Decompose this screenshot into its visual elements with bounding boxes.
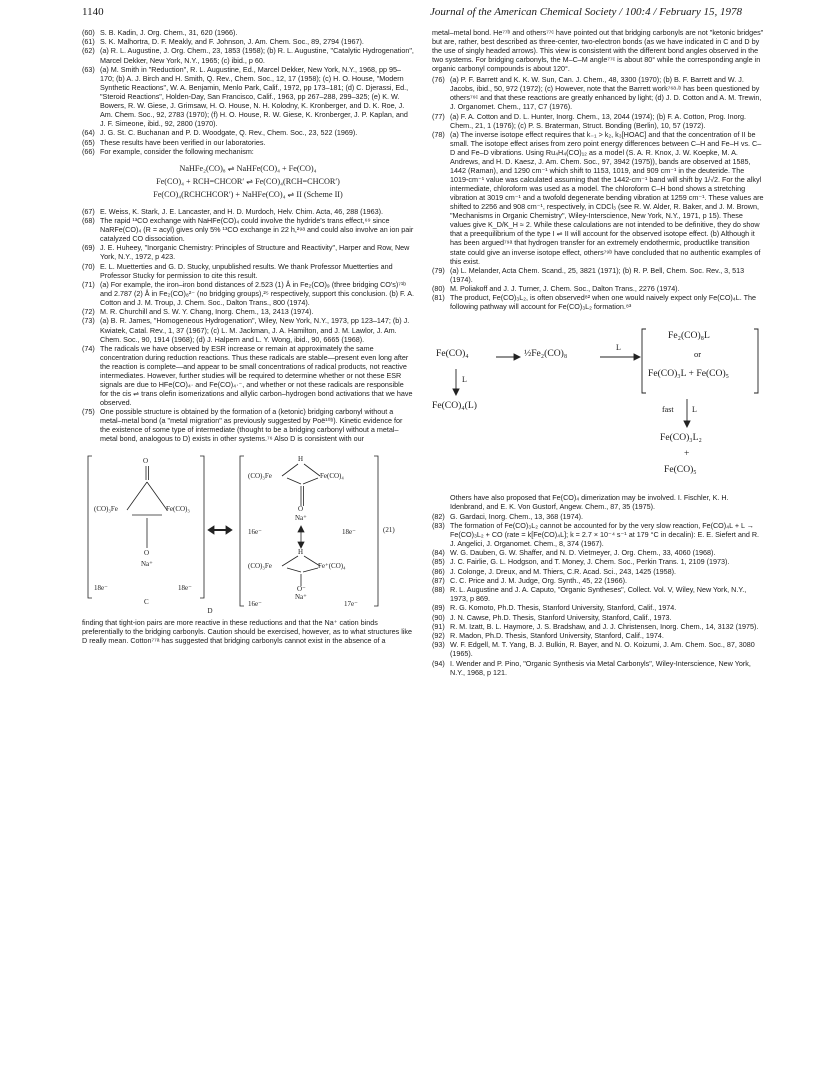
reference-item (82, 37, 414, 46)
reference-item (82, 243, 414, 261)
reference-text: J. N. Cawse, Ph.D. Thesis, Stanford University, Stanford, Calif., 1973. (450, 612, 672, 622)
reference-number: (61) (82, 37, 95, 47)
product-label: Fe₂(CO)₈L (668, 330, 710, 342)
reference-number: (71) (82, 279, 95, 289)
product-label: Fe(CO)₃L₂ (660, 432, 702, 444)
iron-left-label: (CO)₃Fe (248, 561, 272, 570)
reference-text: J. G. St. C. Buchanan and P. D. Woodgate, Q. Rev., Chem. Soc., 23, 522 (1969). (100, 128, 358, 138)
reference-text: M. Poliakoff and J. J. Turner, J. Chem. Soc., Dalton Trans., 2276 (1974). (450, 284, 680, 294)
reference-text: (a) P. F. Barrett and K. K. W. Sun, Can. J. Chem., 48, 3300 (1970); (b) B. F. Barrett and W. J. Jacobs, ibid., 50, 972 (1972); (c) However, note that the Barrett work⁷⁶ᵃ·ᵇ has been questioned by others⁷⁶ᶜ and that these reactions are greatly enhanced by light; (d) J. D. Cotton and A. M. Trewin, J. Organomet. Chem., 117, C7 (1976). (450, 75, 762, 112)
reference-item (82, 407, 414, 443)
reference-item (432, 622, 764, 631)
right-column (432, 28, 764, 677)
reference-item (82, 147, 414, 156)
reference-text: W. F. Edgell, M. T. Yang, B. J. Bulkin, R. Bayer, and N. O. Koizumi, J. Am. Chem. Soc., 87, 3080 (1965). (450, 640, 755, 659)
reference-text: The product, Fe(CO)₃L₂, is often observed⁸² when one would naively expect only Fe(CO)₄L. The following pathway will account for Fe(CO)₃L₂ formation.⁸³ (450, 293, 756, 312)
reference-item (432, 613, 764, 622)
reference-number: (94) (432, 658, 445, 668)
equation-2: Fe(CO)₄ + RCH=CHCOR′ ⇌ Fe(CO)₄(RCH=CHCOR′) (156, 176, 340, 186)
reference-list (432, 512, 764, 677)
reference-item (432, 112, 764, 130)
reference-item (82, 344, 414, 407)
reference-item (432, 640, 764, 658)
reference-item (82, 262, 414, 280)
reference-item (432, 75, 764, 111)
reference-list (82, 207, 414, 444)
reference-text: R. L. Augustine and J. A. Caputo, "Organic Syntheses", Collect. Vol. V, Wiley, New York, N.Y., 1973, p 869. (450, 585, 747, 604)
electron-count-label: 17e⁻ (344, 599, 358, 608)
reference-text: R. Madon, Ph.D. Thesis, Stanford University, Stanford, Calif., 1974. (450, 631, 664, 641)
reference-number: (88) (432, 585, 445, 595)
reference-number: (90) (432, 612, 445, 622)
sodium-label: Na⁺ (295, 592, 307, 601)
structure-label-d: D (207, 606, 213, 615)
body-text: finding that tight-ion pairs are more reactive in these reductions and that the Na⁺ cation binds preferentially to the bridging carbonyls. Caution should be exercised, however, as to what structures like D really mean. Cotton⁷⁷ᵃ has suggested that bridging carbonyls cannot exist in the absence of a (82, 617, 413, 645)
reference-item (82, 216, 414, 243)
reference-item (432, 659, 764, 677)
reference-text: The formation of Fe(CO)₃L₂ cannot be accounted for by the very slow reaction, Fe(CO)₄L + L → Fe(CO)₃L₂ + CO (rate = k[Fe(CO)₄L]; k = 2.7 × 10⁻⁴ s⁻¹ at 179 °C in decalin): E. E. Siefert and R. J. Angelici, J. Organomet. Chem., 8, 374 (1967). (450, 520, 760, 548)
reference-number: (85) (432, 557, 445, 567)
reference-text: E. L. Muetterties and G. D. Stucky, unpublished results. We thank Professor Muetterties and Professor Stucky for permission to cite this result. (100, 261, 393, 280)
reference-item (432, 567, 764, 576)
reference-item (82, 207, 414, 216)
reference-number: (60) (82, 28, 95, 37)
reference-text: J. Colonge, J. Dreux, and M. Thiers, C.R. Acad. Sci., 243, 1425 (1958). (450, 566, 676, 576)
reference-item (432, 293, 764, 311)
reference-number: (91) (432, 621, 445, 631)
iron-left-label: (CO)₃Fe (248, 471, 272, 480)
oxygen-label: O (144, 548, 150, 557)
reference-list (432, 75, 764, 311)
reference-item (432, 557, 764, 566)
reference-text: These results have been verified in our laboratories. (100, 137, 266, 147)
journal-citation: Journal of the American Chemical Society / 100:4 / February 15, 1978 (429, 6, 742, 18)
reference-number: (76) (432, 75, 445, 85)
plus-sign: + (684, 448, 690, 460)
reference-list (82, 28, 414, 156)
product-label: Fe(CO)₅ (664, 464, 697, 476)
reference-text: M. R. Churchill and S. W. Y. Chang, Inorg. Chem., 13, 2413 (1974). (100, 307, 314, 317)
iron-right-label: Fe(CO)₃ (166, 504, 190, 513)
reference-item (432, 284, 764, 293)
reference-item (82, 138, 414, 147)
reaction-scheme (432, 319, 764, 487)
equation-3: Fe(CO)₄(RCHCHCOR′) + NaHFe(CO)₄ ⇌ II (Scheme II) (153, 189, 343, 199)
oxygen-label: O (143, 456, 149, 465)
structure-label-c: C (144, 597, 149, 606)
ligand-label: L (462, 375, 467, 385)
equation-number: (21) (383, 525, 395, 534)
running-header (82, 6, 742, 20)
reference-number: (87) (432, 575, 445, 585)
hydrogen-label: H (298, 547, 304, 556)
reference-text: R. G. Komoto, Ph.D. Thesis, Stanford University, Stanford, Calif., 1974. (450, 603, 677, 613)
oxygen-label: O (298, 504, 304, 513)
iron-left-label: (CO)₃Fe (94, 504, 118, 513)
product-label: Fe(CO)₄(L) (432, 400, 477, 412)
reference-number: (77) (432, 111, 445, 121)
reference-number: (83) (432, 520, 445, 530)
reference-item (432, 512, 764, 521)
reference-number: (75) (82, 407, 95, 417)
reference-item (82, 46, 414, 64)
reference-number: (69) (82, 243, 95, 253)
reference-item (432, 521, 764, 548)
body-text: metal–metal bond. He⁷⁷ᵇ and others⁷⁷ᶜ have pointed out that bridging carbonyls are not "ketonic bridges" but are, rather, best described as three-center, two-electron bonds (as we have indicated in C and D by the use of singly headed arrows). This view is consistent with the different bond angles observed in the two systems. For bridging carbonyls, the M–C–M angle⁷⁷ᶜ is about 80° while the corresponding angle in organic carbonyl compounds is about 120°. (432, 28, 764, 74)
reference-text: J. E. Huheey, "Inorganic Chemistry: Principles of Structure and Reactivity", Harper and Row, New York, N.Y., 1972, p 423. (100, 243, 410, 262)
reference-item (82, 307, 414, 316)
body-text: Others have also proposed that Fe(CO)₄ dimerization may be involved. I. Fischler, K. H. Idenbrand, and E. K. Von Gustorf, Angew. Chem., 87, 35 (1975). (450, 493, 729, 512)
reference-number: (86) (432, 566, 445, 576)
reference-text: R. M. Izatt, B. L. Haymore, J. S. Bradshaw, and J. J. Christensen, Inorg. Chem., 14, 3132 (1975). (450, 621, 759, 631)
product-label: Fe(CO)₃L + Fe(CO)₅ (648, 368, 730, 380)
reference-number: (64) (82, 128, 95, 138)
reference-text: The radicals we have observed by ESR increase or remain at approximately the same concentration during reduction reactions. Thus these radicals are stable—present even long after the reaction is complete—and appear to be small concentrations of radical products, not reactive intermediates. However, further studies will be required to determine whether or not these ESR signals are due to HFe(CO)₄· and Fe(CO)₄·⁻, and whether or not these radicals are responsible for the cis ⇌ trans olefin isomerizations and allylic carbon–hydrogen bond activations that we have observed. (100, 343, 413, 408)
reference-text: One possible structure is obtained by the formation of a (ketonic) bridging carbonyl without a metal–metal bond (a "metal migration" as previously suggested by Poë¹⁰ᵇ). Kinetic evidence for the existence of some type of intermediate (thought to be a bridging carbonyl without a metal–metal bond, analogous to D) exists in other systems.⁷⁶ Also D is consistent with our (100, 407, 403, 444)
structure-figure-c-d (82, 448, 414, 608)
reference-text: S. B. Kadin, J. Org. Chem., 31, 620 (1966). (100, 28, 238, 37)
page-number: 1140 (82, 6, 104, 18)
reference-item (432, 576, 764, 585)
reference-item (82, 65, 414, 128)
electron-count-label: 18e⁻ (94, 583, 108, 592)
reference-number: (92) (432, 631, 445, 641)
iron-right-label: Fe(CO)₄ (320, 471, 344, 480)
reference-text: For example, consider the following mechanism: (100, 146, 254, 156)
electron-count-label: 18e⁻ (178, 583, 192, 592)
reference-item (432, 631, 764, 640)
reference-number: (89) (432, 603, 445, 613)
reference-item (432, 603, 764, 612)
reference-number: (79) (432, 265, 445, 275)
hydrogen-label: H (298, 454, 304, 463)
reference-number: (73) (82, 316, 95, 326)
reference-text: (a) For example, the iron–iron bond distances of 2.523 (1) Å in Fe₂(CO)₉ (three bridging CO's)⁷¹ᵇ and 2.787 (2) Å in Fe₂(CO)₈²⁻ (no bridging groups),²⁵ respectively, support this conclusion. (b) F. A. Cotton and J. M. Troup, J. Chem. Soc., Dalton Trans., 800 (1974). (100, 279, 415, 307)
reference-text: (a) B. R. James, "Homogeneous Hydrogenation", Wiley, New York, N.Y., 1973, pp 123–147; (b) J. Kwiatek, Catal. Rev., 1, 37 (1967); (c) L. M. Jackman, J. A. Hamilton, and J. M. Lawlor, J. Am. Chem. Soc., 90, 1914 (1968); (d) J. Halpern and L. Y. Wong, ibid., 90, 6665 (1968). (100, 316, 410, 344)
reference-text: C. C. Price and J. M. Judge, Org. Synth., 45, 22 (1966). (450, 575, 627, 585)
reference-item (432, 585, 764, 603)
electron-count-label: 16e⁻ (248, 599, 262, 608)
reference-text: J. C. Fairlie, G. L. Hodgson, and T. Money, J. Chem. Soc., Perkin Trans. 1, 2109 (1973). (450, 557, 730, 567)
reference-number: (70) (82, 261, 95, 271)
reference-text: G. Gardaci, Inorg. Chem., 13, 368 (1974). (450, 511, 584, 521)
iron-right-label: Fe⁺(CO)₄ (318, 561, 346, 570)
reference-number: (72) (82, 307, 95, 317)
mechanism-equations (82, 162, 414, 201)
sodium-label: Na⁺ (295, 513, 307, 522)
reference-number: (93) (432, 640, 445, 650)
reference-item (82, 28, 414, 37)
reference-item (432, 266, 764, 284)
reference-number: (68) (82, 216, 95, 226)
or-label: or (694, 349, 702, 360)
intermediate-label: ½Fe₂(CO)₈ (524, 348, 568, 360)
reference-text: W. G. Dauben, G. W. Shaffer, and N. D. Vietmeyer, J. Org. Chem., 33, 4060 (1968). (450, 548, 716, 558)
reference-text: (a) F. A. Cotton and D. L. Hunter, Inorg. Chem., 13, 2044 (1974); (b) F. A. Cotton, Prog. Inorg. Chem., 21, 1 (1976); (c) P. S. Braterman, Struct. Bonding (Berlin), 10, 57 (1972). (450, 111, 747, 130)
reference-text: The rapid ¹³CO exchange with NaHFe(CO)₄ could involve the hydride's trans effect,⁶⁹ since NaRFe(CO)₄ (R = acyl) gives only 5% ¹³CO exchange in 22 h,²⁹ᵃ and could also involve an ion pair catalyzed CO dissociation. (100, 216, 414, 244)
reference-text: S. K. Malhortra, D. F. Meakly, and F. Johnson, J. Am. Chem. Soc., 89, 2794 (1967). (100, 37, 364, 47)
equation-1: NaHFe₂(CO)₈ ⇌ NaHFe(CO)₄ + Fe(CO)₄ (179, 163, 317, 173)
ligand-label: L (692, 405, 697, 415)
electron-count-label: 16e⁻ (248, 527, 262, 536)
reference-number: (84) (432, 548, 445, 558)
reference-number: (74) (82, 343, 95, 353)
reference-number: (67) (82, 206, 95, 216)
oxygen-label: O⁻ (297, 584, 306, 593)
reference-text: (a) The inverse isotope effect requires that k₋₁ > k₂, k₃[HOAC] and that the concentration of II be small. The isotope effect arises from zero point energy differences between C–H and Fe–H vs. C–D and Fe–D vibrations. Using Ru₄H₄(CO)₁₂ as a model (S. A. R. Knox, J. W. Koepke, M. A. Andrews, and H. D. Kaesz, J. Am. Chem. Soc., 97, 3942 (1975)), bands are observed at 1585, 1442 (Raman), and 1290 cm⁻¹ which shift to 1153, 1019, and 909 cm⁻¹ in the deuteride. The 1019-cm⁻¹ value was calculated assuming that the 1442-cm⁻¹ band will shift by 1/√2. For the alkyl intermediate, chloroform was used as a model. The chloroform C–H bond shows a stretching vibration at 3019 cm⁻¹ and a twofold degenerate bending vibration at 1259 cm⁻¹. These values are shifted to 2256 and 908 cm⁻¹, respectively, in CDCl₃ (see R. W. Alder, R. Baker, and J. M. Brown, "Mechanisms in Organic Chemistry", Wiley-Interscience, New York, N.Y., 1971, p 15). These values give K_D/K_H ≈ 2. While these calculations are not intended to be definitive, they do show that a preequilibrium of the type I ⇌ II will account for the observed isotope effect. (b) Although it has been argued⁷⁹ᵃ that hydrogen transfer for an extremely endothermic, productlike transition state could give an inverse isotope effect, others⁷⁹ᵇ have concluded that no authentic examples of this exist. (450, 129, 764, 266)
reference-item (432, 548, 764, 557)
reference-text: I. Wender and P. Pino, "Organic Synthesis via Metal Carbonyls", Wiley-Interscience, New York, N.Y., 1968, p 121. (450, 658, 751, 677)
reference-item (82, 280, 414, 307)
sodium-label: Na⁺ (141, 559, 153, 568)
reference-number: (81) (432, 293, 445, 303)
ligand-label: L (616, 343, 621, 353)
reference-text: (a) R. L. Augustine, J. Org. Chem., 23, 1853 (1958); (b) R. L. Augustine, "Catalytic Hydrogenation", Marcel Dekker, New York, N.Y., 1965; (c) ibid., p 60. (100, 46, 414, 65)
reference-number: (78) (432, 129, 445, 139)
fast-label: fast (662, 405, 674, 415)
electron-count-label: 18e⁻ (342, 527, 356, 536)
reference-number: (65) (82, 137, 95, 147)
reference-item (82, 316, 414, 343)
reference-text: E. Weiss, K. Stark, J. E. Lancaster, and H. D. Murdoch, Helv. Chim. Acta, 46, 288 (1963). (100, 206, 383, 216)
reference-number: (66) (82, 146, 95, 156)
reference-item (432, 130, 764, 266)
reactant-label: Fe(CO)₄ (436, 348, 469, 360)
reference-number: (80) (432, 284, 445, 294)
left-column (82, 28, 414, 645)
reference-item (82, 128, 414, 137)
scheme-lines (432, 319, 764, 487)
reference-number: (82) (432, 511, 445, 521)
reference-text: (a) M. Smith in "Reduction", R. L. Augustine, Ed., Marcel Dekker, New York, N.Y., 1968, pp 95–170; (b) A. J. Birch and H. Smith, Q. Rev., Chem. Soc., 12, 17 (1958); (c) H. O. House, "Modern Synthetic Reactions", W. A. Benjamin, Menlo Park, Calif., 1972, pp 173–181; (d) C. Djerassi, Ed., "Steroid Reactions", Holden-Day, San Francisco, Calif., 1963, pp 267–288, 299–325; (e) K. W. Bowers, R. W. Giese, J. Grimsaw, H. O. House, N. H. Kolodny, K. Kronberger, and D. K. Roe, J. Am. Chem. Soc., 92, 2783 (1970); (f) H. O. House, R. W. Giese, K. Kronberger, J. P. Kaplan, and J. F. Simeone, ibid., 92, 2800 (1970). (100, 64, 409, 129)
reference-number: (63) (82, 64, 95, 74)
reference-text: (a) L. Melander, Acta Chem. Scand., 25, 3821 (1971); (b) R. P. Bell, Chem. Soc. Rev., 3, 513 (1974). (450, 265, 745, 284)
reference-number: (62) (82, 46, 95, 56)
